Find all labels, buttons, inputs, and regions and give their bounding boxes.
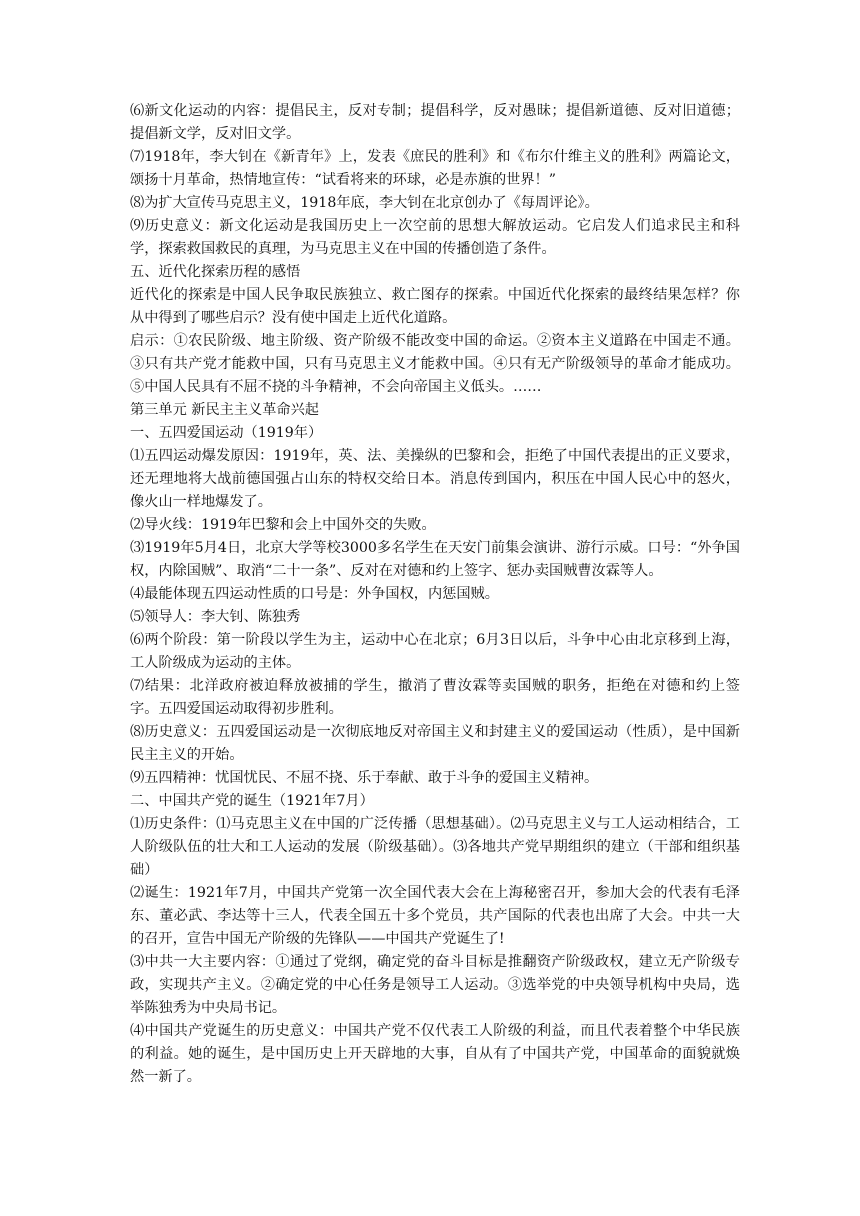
section-heading: 二、中国共产党的诞生（1921年7月） [130, 793, 374, 809]
paragraph: ⑴历史条件：⑴马克思主义在中国的广泛传播（思想基础）。⑵马克思主义与工人运动相结合，工人阶级队伍的壮大和工人运动的发展（阶级基础）。⑶各地共产党早期组织的建立（干部和组织基础） [130, 816, 740, 878]
paragraph: ⑺结果：北洋政府被迫释放被捕的学生，撤消了曹汝霖等卖国贼的职务，拒绝在对德和约上签字。五四爱国运动取得初步胜利。 [130, 678, 740, 717]
document-page [130, 100, 740, 1089]
paragraph: ⑶中共一大主要内容：①通过了党纲，确定党的奋斗目标是推翻资产阶级政权，建立无产阶级专政，实现共产主义。②确定党的中心任务是领导工人运动。③选举党的中央领导机构中央局，选举陈独秀为中央局书记。 [130, 954, 740, 1016]
paragraph: ⑹新文化运动的内容：提倡民主，反对专制；提倡科学，反对愚昧；提倡新道德、反对旧道德；提倡新文学，反对旧文学。 [130, 103, 740, 142]
paragraph: ⑷最能体现五四运动性质的口号是：外争国权，内惩国贼。 [130, 586, 499, 602]
paragraph: ⑶1919年5月4日，北京大学等校3000多名学生在天安门前集会演讲、游行示威。口号：“外争国权，内除国贼”、取消“二十一条”、反对在对德和约上签字、惩办卖国贼曹汝霖等人。 [130, 540, 740, 579]
paragraph: ⑼五四精神：忧国忧民、不屈不挠、乐于奉献、敢于斗争的爱国主义精神。 [130, 770, 599, 786]
paragraph: ⑼历史意义：新文化运动是我国历史上一次空前的思想大解放运动。它启发人们追求民主和科学，探索救国救民的真理，为马克思主义在中国的传播创造了条件。 [130, 218, 740, 257]
paragraph: ⑴五四运动爆发原因：1919年，英、法、美操纵的巴黎和会，拒绝了中国代表提出的正义要求，还无理地将大战前德国强占山东的特权交给日本。消息传到国内，积压在中国人民心中的怒火，像火山一样地爆发了。 [130, 448, 740, 510]
paragraph: ⑹两个阶段：第一阶段以学生为主，运动中心在北京；6月3日以后，斗争中心由北京移到上海，工人阶级成为运动的主体。 [130, 632, 740, 671]
paragraph: ⑺1918年，李大钊在《新青年》上，发表《庶民的胜利》和《布尔什维主义的胜利》两篇论文，颂扬十月革命，热情地宣传：“试看将来的环球，必是赤旗的世界！” [130, 149, 740, 188]
paragraph: ⑵导火线：1919年巴黎和会上中国外交的失败。 [130, 517, 436, 533]
section-heading: 五、近代化探索历程的感悟 [130, 264, 301, 280]
unit-heading: 第三单元 新民主主义革命兴起 [130, 402, 319, 418]
paragraph: ⑷中国共产党诞生的历史意义：中国共产党不仅代表工人阶级的利益，而且代表着整个中华民族的利益。她的诞生，是中国历史上开天辟地的大事，自从有了中国共产党，中国革命的面貌就焕然一新了。 [130, 1023, 740, 1085]
section-heading: 一、五四爱国运动（1919年） [130, 425, 323, 441]
paragraph: 近代化的探索是中国人民争取民族独立、救亡图存的探索。中国近代化探索的最终结果怎样？你从中得到了哪些启示？没有使中国走上近代化道路。 [130, 287, 740, 326]
paragraph: 启示：①农民阶级、地主阶级、资产阶级不能改变中国的命运。②资本主义道路在中国走不通。③只有共产党才能救中国，只有马克思主义才能救中国。④只有无产阶级领导的革命才能成功。⑤中国人民具有不屈不挠的斗争精神，不会向帝国主义低头。…… [130, 333, 740, 395]
paragraph: ⑵诞生：1921年7月，中国共产党第一次全国代表大会在上海秘密召开，参加大会的代表有毛泽东、董必武、李达等十三人，代表全国五十多个党员，共产国际的代表也出席了大会。中共一大的召开，宣告中国无产阶级的先锋队——中国共产党诞生了! [130, 885, 740, 947]
paragraph: ⑻历史意义：五四爱国运动是一次彻底地反对帝国主义和封建主义的爱国运动（性质），是中国新民主主义的开始。 [130, 724, 740, 763]
paragraph: ⑸领导人：李大钊、陈独秀 [130, 609, 301, 625]
paragraph: ⑻为扩大宣传马克思主义，1918年底，李大钊在北京创办了《每周评论》。 [130, 195, 599, 211]
